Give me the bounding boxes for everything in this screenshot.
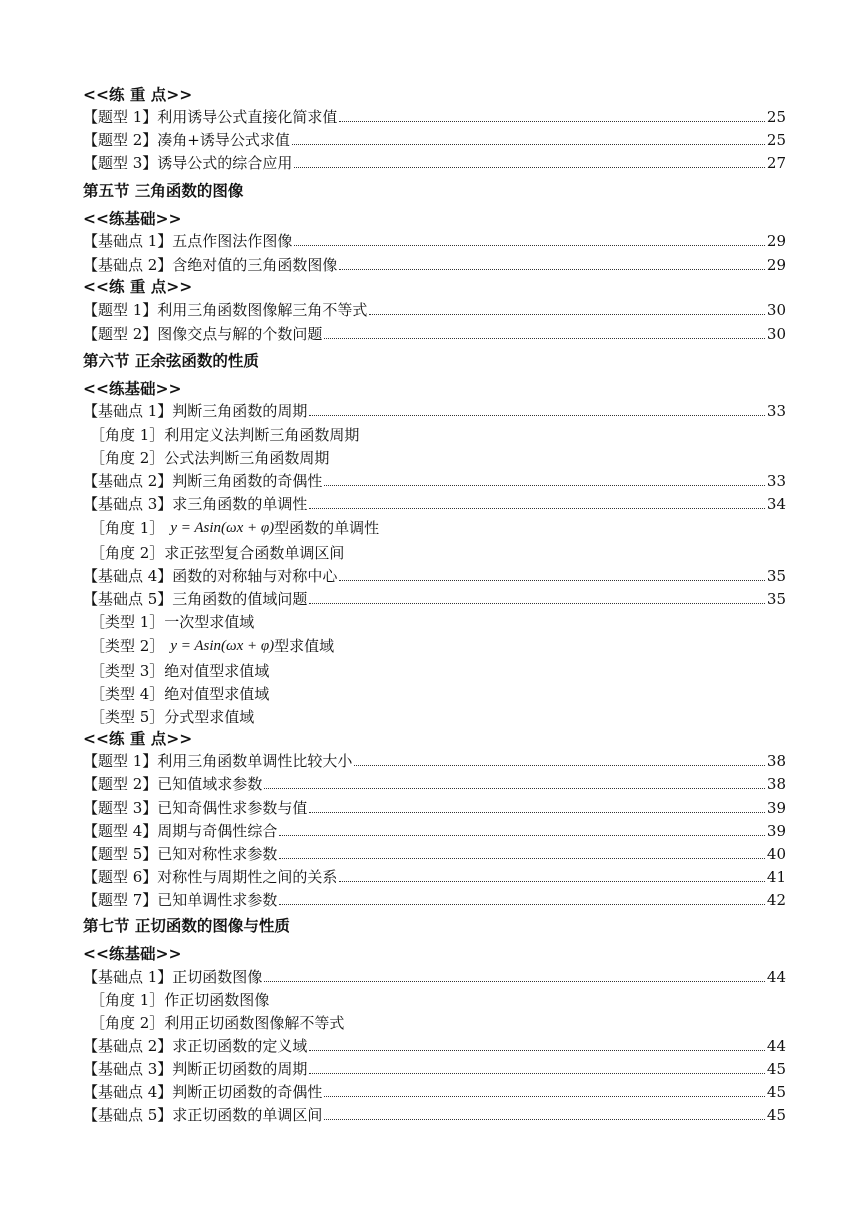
math-formula: y = Asin(ωx + φ)	[170, 520, 275, 536]
page-number: 39	[766, 799, 786, 817]
toc-entry-label: 【题型 4】周期与奇偶性综合	[83, 822, 278, 840]
dot-leader	[339, 120, 765, 122]
part-heading	[83, 941, 786, 963]
part-heading	[83, 274, 786, 296]
toc-entry-label: 【题型 1】利用三角函数单调性比较大小	[83, 752, 353, 770]
page-number: 33	[766, 402, 786, 420]
page-number: 45	[766, 1106, 786, 1124]
dot-leader	[279, 834, 765, 836]
page-number: 41	[766, 868, 786, 886]
toc-entry	[83, 864, 786, 886]
page-number: 33	[766, 472, 786, 490]
toc-subitem	[90, 422, 793, 444]
toc-subitem-label: ［角度 1］利用定义法判断三角函数周期	[90, 426, 360, 444]
toc-subitem	[90, 681, 793, 703]
page-number: 29	[766, 232, 786, 250]
dot-leader	[324, 1095, 765, 1097]
part-heading	[83, 206, 786, 228]
page-number: 44	[766, 1037, 786, 1055]
toc-subitem	[90, 658, 793, 680]
dot-leader	[294, 244, 765, 246]
page-number: 38	[766, 752, 786, 770]
toc-entry	[83, 491, 786, 513]
toc-subitem-suffix: 型函数的单调性	[274, 519, 380, 537]
page-number: 39	[766, 822, 786, 840]
page-number: 34	[766, 495, 786, 513]
toc-entry	[83, 818, 786, 840]
dot-leader	[264, 980, 765, 982]
page-number: 25	[766, 131, 786, 149]
toc-entry	[83, 127, 786, 149]
dot-leader	[339, 880, 765, 882]
toc-entry-label: 【题型 2】凑角+诱导公式求值	[83, 131, 290, 149]
dot-leader	[324, 1118, 765, 1120]
toc-subitem-label: ［角度 2］利用正切函数图像解不等式	[90, 1014, 345, 1032]
dot-leader	[339, 268, 765, 270]
toc-entry-label: 【基础点 1】判断三角函数的周期	[83, 402, 308, 420]
toc-entry-label: 【题型 2】已知值域求参数	[83, 775, 263, 793]
dot-leader	[292, 143, 765, 145]
dot-leader	[309, 1072, 765, 1074]
toc-entry-label: 【题型 5】已知对称性求参数	[83, 845, 278, 863]
toc-subitem-label: ［角度 2］求正弦型复合函数单调区间	[90, 544, 345, 562]
toc-entry	[83, 795, 786, 817]
dot-leader	[324, 337, 765, 339]
toc-subitem	[90, 515, 793, 537]
toc-entry	[83, 1056, 786, 1078]
page-number: 35	[766, 590, 786, 608]
toc-entry-label: 【题型 6】对称性与周期性之间的关系	[83, 868, 338, 886]
dot-leader	[264, 787, 765, 789]
toc-subitem-label: ［角度 1］作正切函数图像	[90, 991, 270, 1009]
page-number: 38	[766, 775, 786, 793]
toc-entry	[83, 748, 786, 770]
toc-subitem-suffix: 型求值域	[274, 637, 335, 655]
toc-subitem	[90, 987, 793, 1009]
dot-leader	[354, 764, 765, 766]
page-number: 35	[766, 567, 786, 585]
toc-entry	[83, 1079, 786, 1101]
toc-entry-label: 【题型 7】已知单调性求参数	[83, 891, 278, 909]
dot-leader	[294, 166, 765, 168]
toc-entry	[83, 321, 786, 343]
toc-entry	[83, 771, 786, 793]
toc-entry-label: 【基础点 5】求正切函数的单调区间	[83, 1106, 323, 1124]
part-heading-label: <<练 重 点>>	[83, 729, 193, 748]
toc-subitem-label: ［类型 3］绝对值型求值域	[90, 662, 270, 680]
toc-entry	[83, 563, 786, 585]
toc-entry	[83, 964, 786, 986]
dot-leader	[309, 811, 765, 813]
page-number: 30	[766, 325, 786, 343]
dot-leader	[339, 579, 765, 581]
part-heading-label: <<练 重 点>>	[83, 85, 193, 104]
toc-entry-label: 【题型 3】已知奇偶性求参数与值	[83, 799, 308, 817]
section-title	[83, 178, 786, 200]
page-number: 44	[766, 968, 786, 986]
dot-leader	[324, 484, 765, 486]
toc-entry	[83, 398, 786, 420]
toc-entry	[83, 150, 786, 172]
toc-entry-label: 【基础点 1】五点作图法作图像	[83, 232, 293, 250]
part-heading-label: <<练基础>>	[83, 379, 182, 398]
dot-leader	[309, 602, 765, 604]
math-formula: y = Asin(ωx + φ)	[170, 638, 275, 654]
page-number: 42	[766, 891, 786, 909]
toc-entry-label: 【基础点 5】三角函数的值域问题	[83, 590, 308, 608]
toc-subitem	[90, 540, 793, 562]
section-title	[83, 348, 786, 370]
section-title-label: 第七节 正切函数的图像与性质	[83, 916, 290, 935]
dot-leader	[309, 414, 765, 416]
section-title-label: 第五节 三角函数的图像	[83, 181, 244, 200]
part-heading-label: <<练基础>>	[83, 209, 182, 228]
page-number: 30	[766, 301, 786, 319]
toc-entry	[83, 468, 786, 490]
toc-entry-label: 【基础点 2】判断三角函数的奇偶性	[83, 472, 323, 490]
page-number: 45	[766, 1083, 786, 1101]
toc-entry	[83, 887, 786, 909]
page-number: 45	[766, 1060, 786, 1078]
toc-subitem-label: ［类型 5］分式型求值域	[90, 708, 255, 726]
page-number: 29	[766, 256, 786, 274]
section-title	[83, 913, 786, 935]
page-number: 25	[766, 108, 786, 126]
toc-entry-label: 【基础点 3】求三角函数的单调性	[83, 495, 308, 513]
toc-entry-label: 【基础点 2】求正切函数的定义域	[83, 1037, 308, 1055]
part-heading-label: <<练基础>>	[83, 944, 182, 963]
toc-entry-label: 【题型 2】图像交点与解的个数问题	[83, 325, 323, 343]
toc-entry	[83, 1102, 786, 1124]
toc-subitem-label: ［类型 1］一次型求值域	[90, 613, 255, 631]
dot-leader	[369, 313, 765, 315]
dot-leader	[279, 857, 765, 859]
toc-entry	[83, 841, 786, 863]
section-title-label: 第六节 正余弦函数的性质	[83, 351, 259, 370]
toc-entry-label: 【题型 3】诱导公式的综合应用	[83, 154, 293, 172]
toc-subitem	[90, 445, 793, 467]
dot-leader	[309, 507, 765, 509]
page-number: 27	[766, 154, 786, 172]
toc-subitem-label: ［类型 4］绝对值型求值域	[90, 685, 270, 703]
toc-entry	[83, 1033, 786, 1055]
toc-entry-label: 【题型 1】利用三角函数图像解三角不等式	[83, 301, 368, 319]
toc-subitem	[90, 633, 793, 655]
part-heading	[83, 726, 786, 748]
toc-subitem-label: ［角度 1］	[90, 519, 165, 537]
toc-entry-label: 【基础点 4】判断正切函数的奇偶性	[83, 1083, 323, 1101]
part-heading	[83, 82, 786, 104]
part-heading	[83, 376, 786, 398]
toc-entry-label: 【基础点 2】含绝对值的三角函数图像	[83, 256, 338, 274]
toc-entry-label: 【基础点 1】正切函数图像	[83, 968, 263, 986]
toc-subitem	[90, 609, 793, 631]
page-number: 40	[766, 845, 786, 863]
toc-subitem-label: ［角度 2］公式法判断三角函数周期	[90, 449, 330, 467]
toc-entry	[83, 228, 786, 250]
part-heading-label: <<练 重 点>>	[83, 277, 193, 296]
toc-subitem-label: ［类型 2］	[90, 637, 165, 655]
toc-subitem	[90, 1010, 793, 1032]
dot-leader	[309, 1049, 765, 1051]
toc-entry	[83, 104, 786, 126]
toc-entry	[83, 586, 786, 608]
dot-leader	[279, 903, 765, 905]
toc-entry	[83, 252, 786, 274]
toc-entry	[83, 297, 786, 319]
toc-entry-label: 【基础点 3】判断正切函数的周期	[83, 1060, 308, 1078]
toc-subitem	[90, 704, 793, 726]
toc-entry-label: 【题型 1】利用诱导公式直接化简求值	[83, 108, 338, 126]
toc-entry-label: 【基础点 4】函数的对称轴与对称中心	[83, 567, 338, 585]
